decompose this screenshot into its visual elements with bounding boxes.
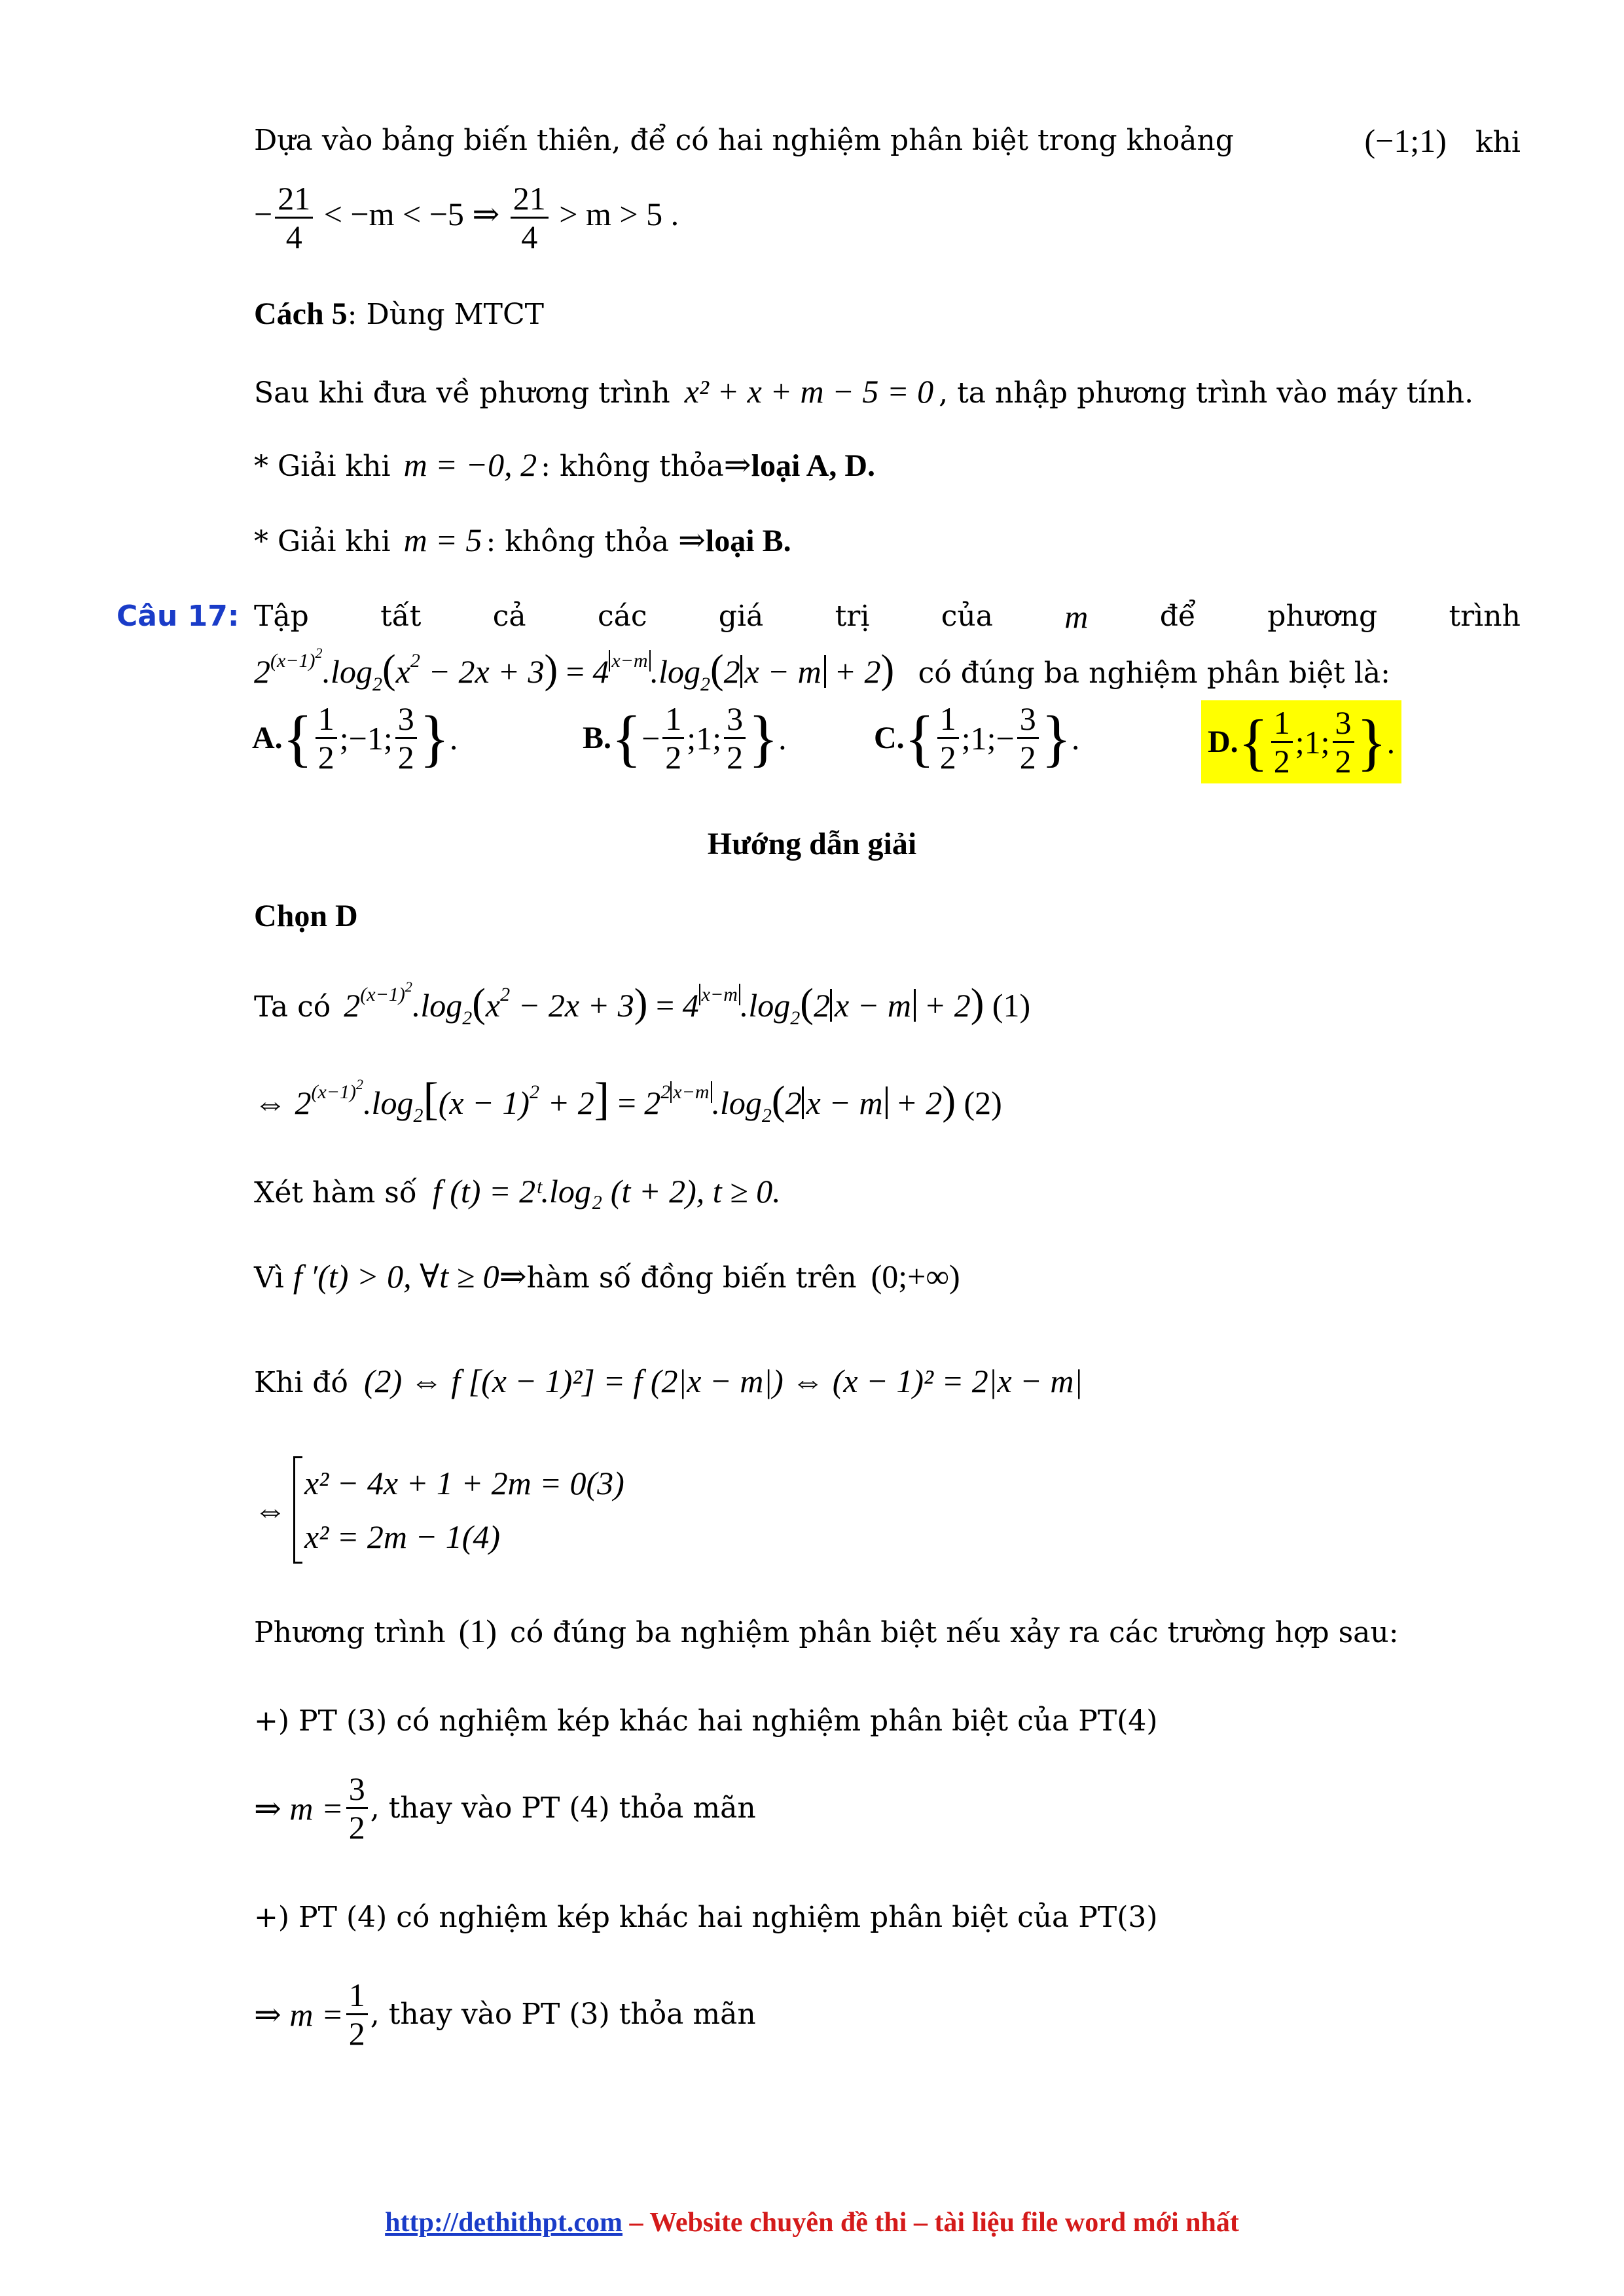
left-brace: { xyxy=(904,702,935,773)
xet-ham-so xyxy=(254,1172,781,1213)
intro-line-1 xyxy=(254,121,1521,162)
question-word: trị xyxy=(835,600,870,633)
phuong-trinh-line xyxy=(254,1611,1399,1653)
left-brace: { xyxy=(1238,706,1269,777)
right-brace: } xyxy=(1041,702,1072,773)
solution-eq-2: ⇔ $2^{(x-1)^2}.\log_2[(x - 1)^2 + 2] = 2^{2 x-m}.\log_2(2$ x − m + 2) (2) xyxy=(254,1074,1002,1126)
question-equation: $2^{(x-1)^2}.\log_2(x^2 - 2x + 3) = 4$ $^{x-m}.\log_2(2$ x − m + 2) có đúng ba nghiệm phân biệt là: xyxy=(254,645,1390,695)
khong-thoa: : không thỏa xyxy=(486,525,669,558)
option-letter: C. xyxy=(874,721,905,755)
vi-label: Vì xyxy=(254,1261,284,1295)
result-suffix: , thay vào PT (4) thỏa mãn xyxy=(370,1791,756,1825)
footer-tagline: – Website chuyên đề thi – tài liệu file word mới nhất xyxy=(623,2208,1239,2238)
fraction-21-4 xyxy=(275,180,313,255)
option-a[interactable] xyxy=(252,700,458,776)
implies-arrow: ⇒ xyxy=(677,522,706,558)
fraction-den: 2 xyxy=(317,739,334,776)
xet-equation: f (t) = 2ᵗ.log₂ (t + 2), t ≥ 0. xyxy=(432,1173,781,1210)
fraction-den: 2 xyxy=(1273,743,1290,780)
cach5-text: : Dùng MTCT xyxy=(347,298,545,331)
option-letter: D. xyxy=(1208,725,1238,759)
fraction-3-2 xyxy=(346,1770,368,1846)
vi-line xyxy=(254,1257,960,1298)
case-1: +) PT (3) có nghiệm kép khác hai nghiệm phân biệt của PT(4) xyxy=(254,1704,1158,1738)
website-link[interactable]: http://dethithpt.com xyxy=(385,2208,623,2238)
fraction-num: 3 xyxy=(346,1770,368,1809)
khi-do-equation: (2) ⇔ f [(x − 1)²] = f (2|x − m|) ⇔ (x − 1)² = 2|x − m| xyxy=(363,1363,1083,1399)
option-c[interactable] xyxy=(874,700,1079,776)
fraction-den: 2 xyxy=(1335,743,1352,780)
khong-thoa: : không thỏa xyxy=(541,450,724,483)
loai-ad: loại A, D. xyxy=(751,448,875,483)
result-suffix: , thay vào PT (3) thỏa mãn xyxy=(370,1997,756,2031)
question-word: m xyxy=(1064,598,1089,635)
option-fraction-2 xyxy=(395,700,417,776)
fraction-den: 2 xyxy=(727,739,744,776)
right-brace: } xyxy=(748,702,779,773)
intro-inequality xyxy=(254,180,679,255)
page-footer xyxy=(0,2207,1624,2238)
option-letter: B. xyxy=(583,721,612,755)
option-period: . xyxy=(1071,719,1080,757)
giai-khi-label: * Giải khi xyxy=(254,525,391,558)
result-prefix: ⇒ m = xyxy=(254,1996,344,2033)
cach5-equation: x² + x + m − 5 = 0 xyxy=(684,373,934,410)
implies-arrow: ⇒ xyxy=(499,1258,527,1295)
question-tail: có đúng ba nghiệm phân biệt là: xyxy=(918,656,1390,690)
case-2-result xyxy=(254,1977,756,2052)
question-word: phương xyxy=(1267,600,1378,633)
fraction-21-4-b xyxy=(511,180,549,255)
option-middle: ;1; xyxy=(687,719,722,757)
system-bracket xyxy=(293,1456,624,1564)
cach5-label: Cách 5 xyxy=(254,296,348,331)
ineq-mid: < −m < −5 ⇒ xyxy=(323,195,500,232)
question-word: cả xyxy=(492,600,526,633)
option-sign: − xyxy=(641,719,660,757)
fraction-num: 1 xyxy=(346,1977,368,2015)
xet-label: Xét hàm số xyxy=(254,1176,417,1210)
ineq-end: > m > 5 . xyxy=(559,195,679,232)
option-fraction-1 xyxy=(1271,704,1293,780)
question-word: trình xyxy=(1449,600,1521,633)
fraction-den: 2 xyxy=(397,739,414,776)
fraction-num: 21 xyxy=(511,180,549,219)
derivative-condition: f ′(t) > 0, ∀t ≥ 0 xyxy=(293,1258,499,1295)
question-word: Tập xyxy=(254,600,309,633)
solution-eq-1: Ta có $2^{(x-1)^2}.\log_2(x^2 - 2x + 3) = 4$ $^{x-m}.\log_2(2$ x − m + 2) (1) xyxy=(254,978,1031,1029)
right-brace: } xyxy=(419,702,450,773)
ta-co-label: Ta có xyxy=(254,990,331,1024)
question-word: giá xyxy=(718,600,764,633)
m-value: m = 5 xyxy=(403,522,482,558)
option-letter: A. xyxy=(252,721,283,755)
cach5-line2-pre: Sau khi đưa về phương trình xyxy=(254,376,670,410)
fraction-num: 21 xyxy=(275,180,313,219)
fraction-num: 3 xyxy=(724,700,746,739)
question-word: tất xyxy=(380,600,422,633)
intro-khi: khi xyxy=(1475,126,1521,159)
question-word: để xyxy=(1159,600,1196,633)
fraction-num: 1 xyxy=(937,700,959,739)
option-middle: ;1; xyxy=(1295,723,1330,761)
option-period: . xyxy=(1386,723,1396,761)
case-2: +) PT (4) có nghiệm kép khác hai nghiệm phân biệt của PT(3) xyxy=(254,1901,1158,1934)
option-fraction-2 xyxy=(724,700,746,776)
option-fraction-2 xyxy=(1017,700,1039,776)
option-period: . xyxy=(449,719,458,757)
intro-interval: (−1;1) xyxy=(1364,122,1447,159)
option-fraction-2 xyxy=(1333,704,1354,780)
fraction-den: 2 xyxy=(348,1809,365,1846)
option-fraction-1 xyxy=(937,700,959,776)
khi-do-line xyxy=(254,1361,1083,1403)
fraction-den: 4 xyxy=(521,219,538,255)
result-prefix: ⇒ m = xyxy=(254,1789,344,1827)
system-eq-4: x² = 2m − 1(4) xyxy=(304,1518,501,1555)
khi-do-label: Khi đó xyxy=(254,1366,348,1399)
fraction-num: 3 xyxy=(395,700,417,739)
pt-word: Phương trình xyxy=(254,1616,446,1649)
right-brace: } xyxy=(1356,706,1387,777)
interval: (0;+∞) xyxy=(871,1258,960,1295)
answer-options xyxy=(252,700,1396,785)
pt-condition-text: có đúng ba nghiệm phân biệt nếu xảy ra các trường hợp sau: xyxy=(510,1616,1399,1649)
minus-sign: − xyxy=(254,195,273,232)
loai-b: loại B. xyxy=(705,524,791,558)
question-label: Câu 17: xyxy=(117,600,240,633)
fraction-den: 2 xyxy=(939,739,956,776)
system-eq-3: x² − 4x + 1 + 2m = 0(3) xyxy=(304,1465,624,1501)
left-brace: { xyxy=(611,702,642,773)
dong-bien-text: hàm số đồng biến trên xyxy=(526,1261,857,1295)
giai-khi-label: * Giải khi xyxy=(254,450,391,483)
option-fraction-1 xyxy=(662,700,684,776)
fraction-num: 1 xyxy=(662,700,684,739)
cach5-line-2 xyxy=(254,372,1473,413)
fraction-num: 3 xyxy=(1017,700,1039,739)
solution-heading: Hướng dẫn giải xyxy=(707,827,917,861)
pt-tag: (1) xyxy=(458,1613,497,1649)
equation-tag: (2) xyxy=(964,1085,1002,1121)
cach5-heading xyxy=(254,295,544,334)
equation-tag: (1) xyxy=(992,987,1031,1024)
option-d[interactable] xyxy=(1201,700,1401,783)
question-word: của xyxy=(941,600,993,633)
left-brace: { xyxy=(282,702,313,773)
fraction-den: 2 xyxy=(348,2015,365,2052)
m-value: m = −0, 2 xyxy=(403,446,537,483)
fraction-den: 2 xyxy=(1019,739,1036,776)
equiv-symbol: ⇔ xyxy=(254,1085,287,1121)
question-word: các xyxy=(597,600,647,633)
case-1-result xyxy=(254,1770,756,1846)
fraction-num: 1 xyxy=(316,700,337,739)
fraction-den: 4 xyxy=(285,219,302,255)
fraction-den: 2 xyxy=(665,739,682,776)
cach5-line-3 xyxy=(254,445,875,486)
cach5-line2-post: , ta nhập phương trình vào máy tính. xyxy=(939,376,1474,410)
question-17-line-1 xyxy=(117,597,1521,636)
chosen-answer: Chọn D xyxy=(254,899,358,933)
fraction-num: 3 xyxy=(1333,704,1354,743)
equiv-symbol: ⇔ xyxy=(254,1492,287,1528)
fraction-1-2 xyxy=(346,1977,368,2052)
question-words xyxy=(254,597,1521,636)
option-middle: ;1;− xyxy=(961,719,1015,757)
intro-text: Dựa vào bảng biến thiên, để có hai nghiệm phân biệt trong khoảng xyxy=(254,124,1234,157)
option-fraction-1 xyxy=(316,700,337,776)
system-of-equations xyxy=(254,1456,624,1564)
cach5-line-4 xyxy=(254,520,791,562)
option-period: . xyxy=(778,719,787,757)
option-middle: ;−1; xyxy=(339,719,393,757)
implies-arrow: ⇒ xyxy=(723,446,751,483)
fraction-num: 1 xyxy=(1271,704,1293,743)
option-b[interactable] xyxy=(583,700,787,776)
